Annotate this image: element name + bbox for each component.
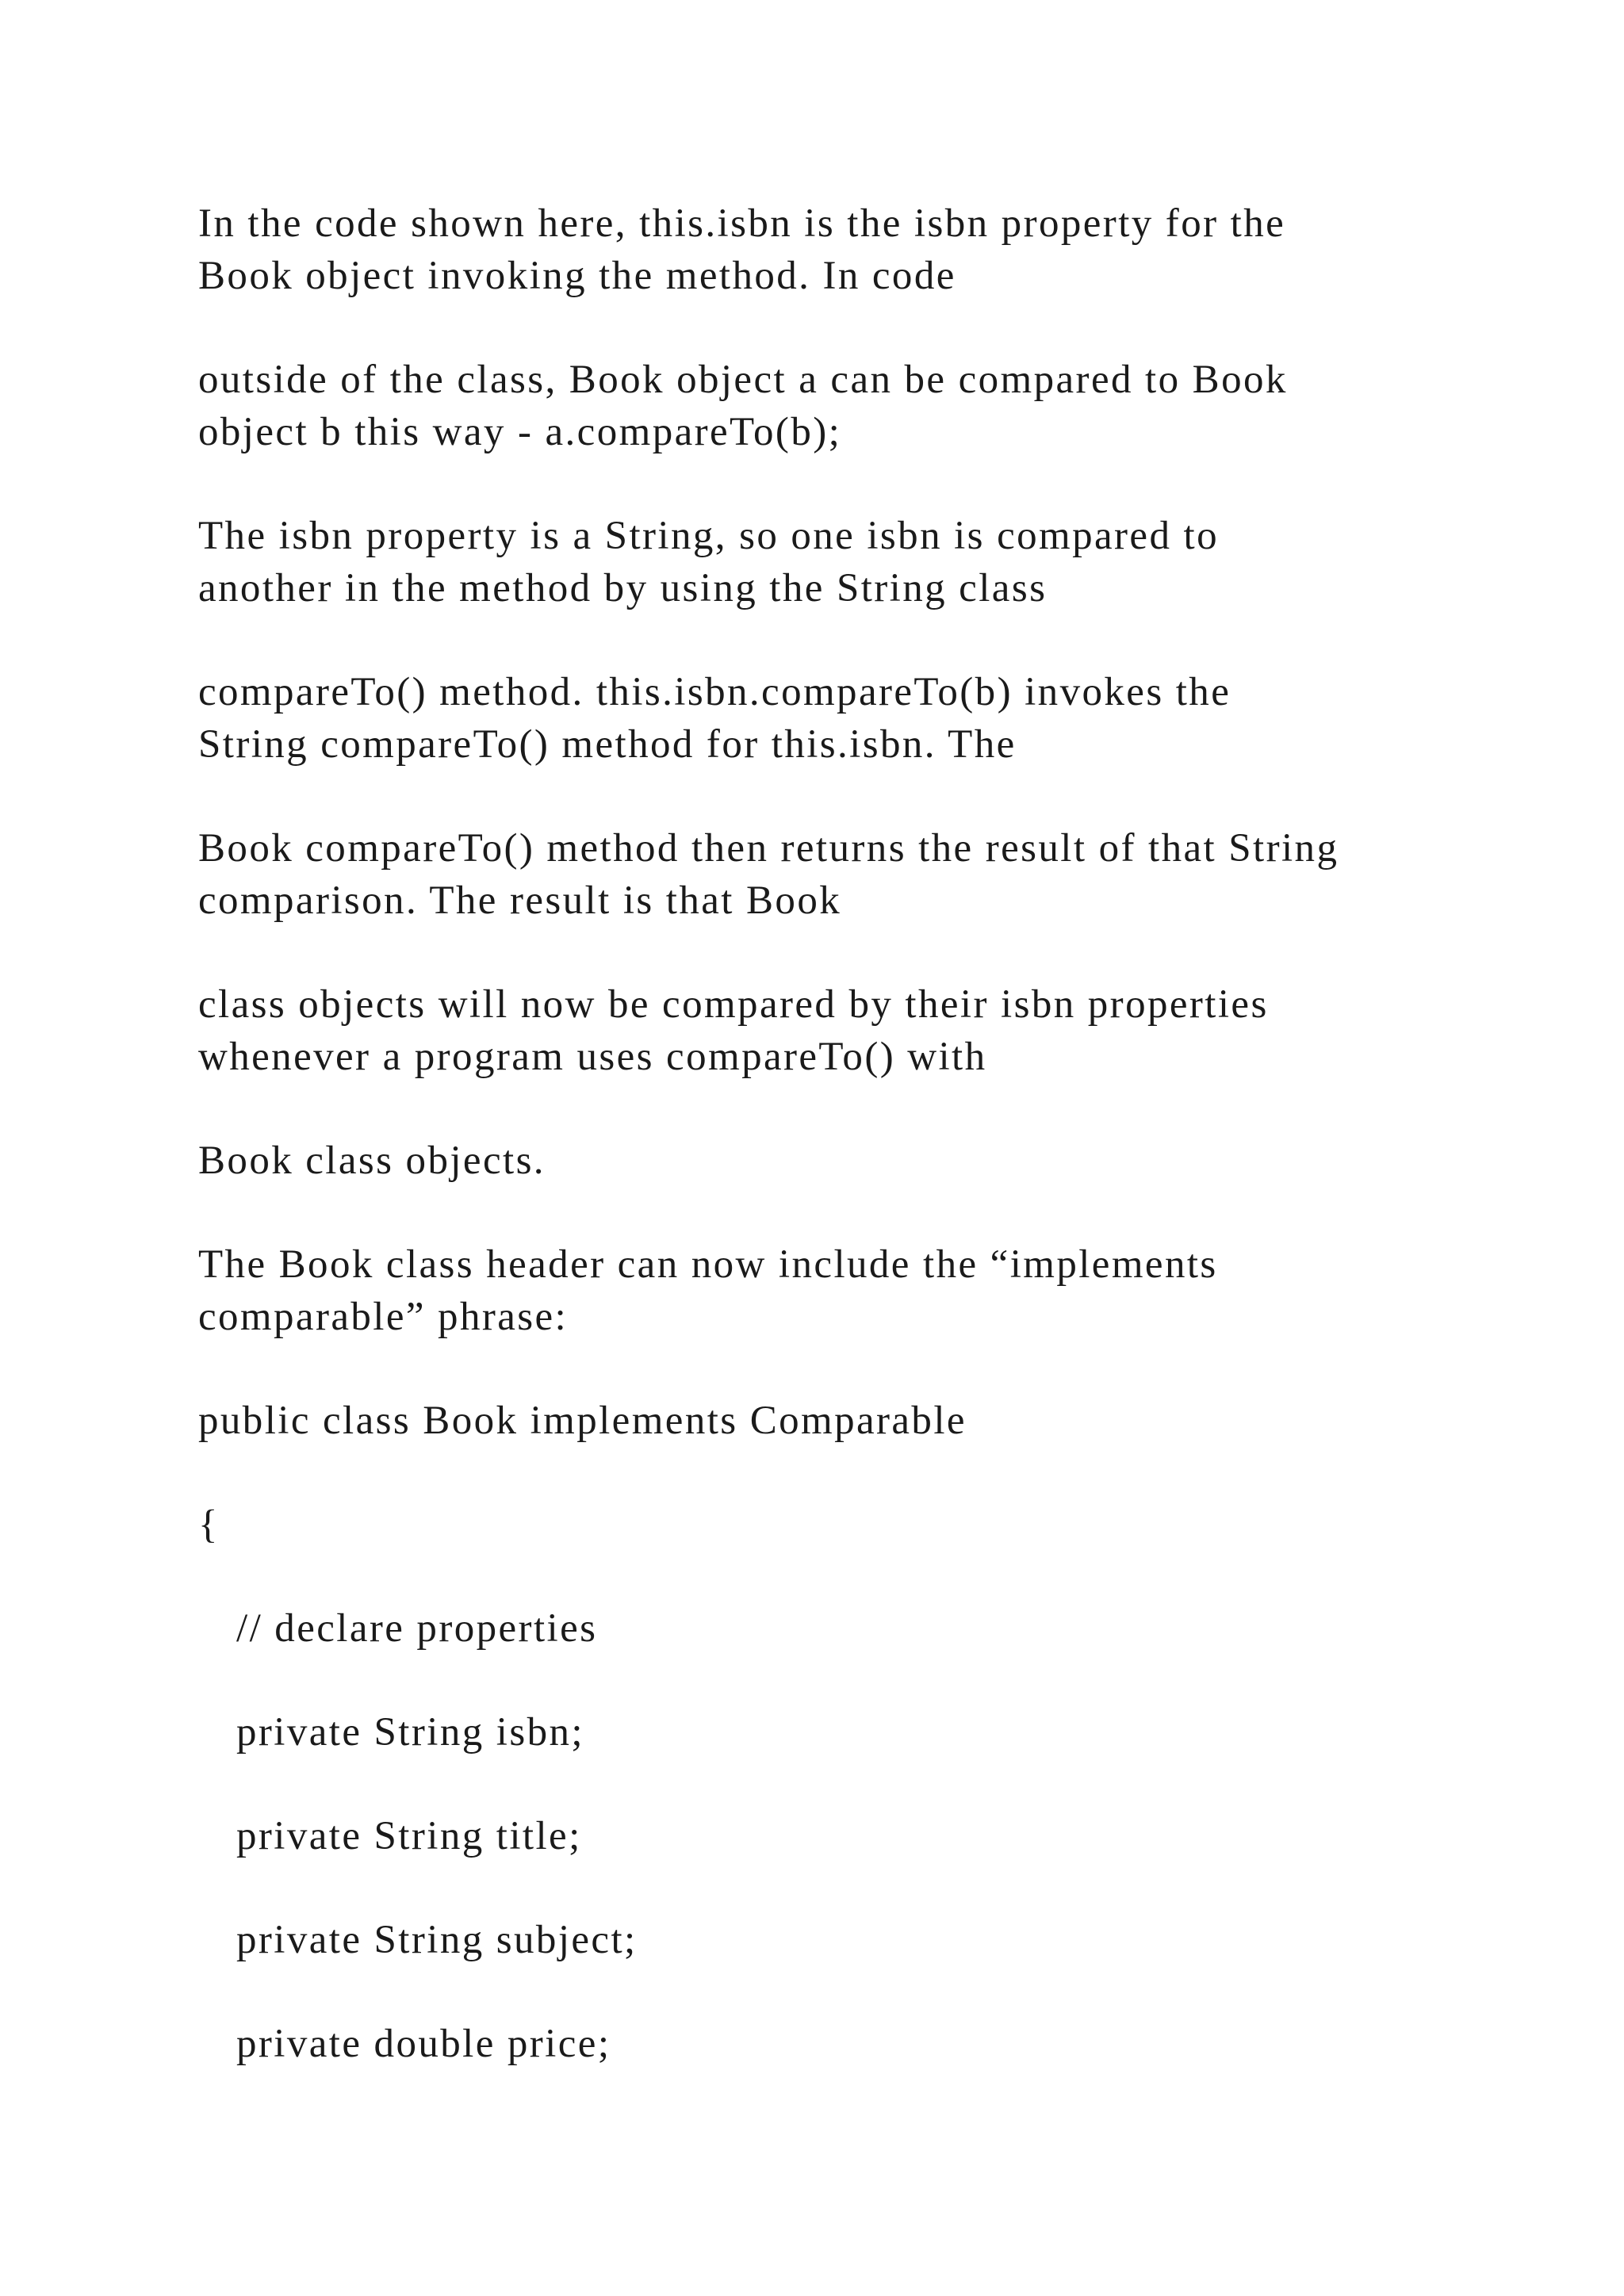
paragraph-line: comparable” phrase:: [198, 1295, 569, 1339]
code-class-header: [198, 1395, 1499, 1447]
paragraph-7: [198, 1135, 1499, 1187]
paragraph-line: Book compareTo() method then returns the result of that String: [198, 826, 1339, 871]
code-line: private String subject;: [236, 1918, 638, 1962]
paragraph-line: whenever a program uses compareTo() with: [198, 1035, 987, 1079]
paragraph-3: [198, 510, 1499, 614]
paragraph-line: compareTo() method. this.isbn.compareTo(b) invokes the: [198, 670, 1231, 714]
paragraph-line: The Book class header can now include the “implements: [198, 1242, 1218, 1287]
code-line: public class Book implements Comparable: [198, 1399, 967, 1443]
paragraph-line: outside of the class, Book object a can be compared to Book: [198, 358, 1288, 402]
paragraph-line: In the code shown here, this.isbn is the isbn property for the: [198, 201, 1286, 246]
paragraph-line: comparison. The result is that Book: [198, 878, 842, 923]
paragraph-line: class objects will now be compared by their isbn properties: [198, 982, 1269, 1027]
code-field-price: [236, 2018, 1537, 2070]
paragraph-1: [198, 197, 1499, 302]
paragraph-line: Book class objects.: [198, 1138, 546, 1183]
paragraph-4: [198, 666, 1499, 771]
paragraph-2: [198, 354, 1499, 458]
paragraph-5: [198, 822, 1499, 927]
code-field-title: [236, 1810, 1537, 1862]
code-field-isbn: [236, 1706, 1537, 1758]
code-line: // declare properties: [236, 1606, 598, 1651]
paragraph-line: String compareTo() method for this.isbn. The: [198, 722, 1017, 767]
paragraph-line: object b this way - a.compareTo(b);: [198, 410, 842, 454]
paragraph-line: another in the method by using the String class: [198, 566, 1048, 610]
code-field-subject: [236, 1914, 1537, 1966]
paragraph-line: Book object invoking the method. In code: [198, 254, 956, 298]
code-line: private double price;: [236, 2022, 611, 2066]
code-open-brace: [198, 1498, 1499, 1551]
paragraph-8: [198, 1238, 1499, 1343]
paragraph-6: [198, 978, 1499, 1083]
paragraph-line: The isbn property is a String, so one isbn is compared to: [198, 514, 1219, 558]
code-comment: [236, 1602, 1537, 1655]
code-line: {: [198, 1502, 220, 1547]
code-line: private String title;: [236, 1814, 582, 1858]
code-line: private String isbn;: [236, 1710, 584, 1755]
